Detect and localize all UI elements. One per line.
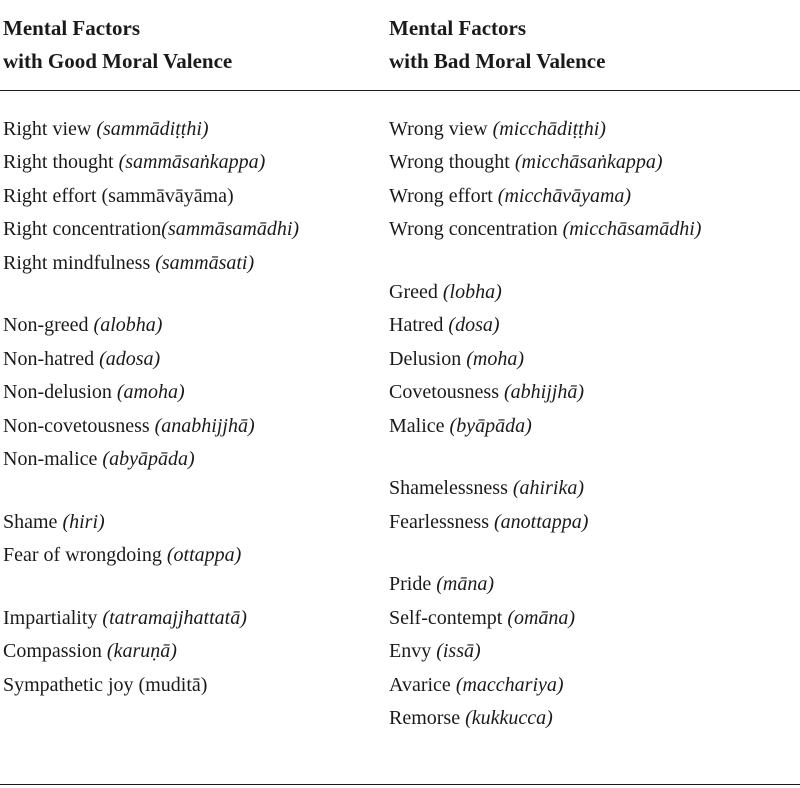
- factor-group: [3, 506, 299, 573]
- pali-term: (micchāvāyama): [497, 184, 632, 207]
- factor-term: Right thought: [3, 151, 119, 174]
- factor-term: Envy: [389, 640, 437, 663]
- factor-group: [389, 472, 701, 539]
- bad-factors-column: [389, 113, 701, 735]
- pali-term: (karuṇā): [106, 640, 177, 663]
- factor-entry: [389, 276, 701, 309]
- factor-entry: [3, 343, 299, 376]
- factor-entry: [3, 506, 299, 539]
- factor-entry: [3, 635, 299, 668]
- factor-entry: [3, 410, 299, 443]
- header-bad-moral-valence: [389, 12, 605, 78]
- factor-term: Covetousness: [389, 381, 504, 404]
- factor-term: Fearlessness: [389, 510, 494, 533]
- header-good-moral-valence: [3, 12, 232, 78]
- factor-entry: [389, 602, 701, 635]
- factor-group: [3, 309, 299, 476]
- pali-term: (sammādiṭṭhi): [96, 118, 209, 140]
- header-line: Mental Factors: [389, 16, 527, 40]
- header-line: with Good Moral Valence: [3, 49, 233, 73]
- factor-term: Self-contempt: [389, 606, 508, 629]
- pali-term: (macchariya): [455, 673, 564, 696]
- factor-entry: [389, 113, 701, 146]
- factor-term: Hatred: [389, 314, 449, 337]
- factor-entry: [389, 635, 701, 668]
- factor-entry: [3, 602, 299, 635]
- pali-term: (muditā): [138, 673, 208, 696]
- factor-term: Avarice: [389, 673, 456, 696]
- factor-entry: [3, 146, 299, 179]
- pali-term: (micchāsamādhi): [562, 218, 702, 241]
- factor-term: Non-greed: [3, 314, 94, 337]
- factor-entry: [3, 309, 299, 342]
- pali-term: (hiri): [62, 510, 105, 533]
- pali-term: (tatramajjhattatā): [102, 606, 247, 629]
- factor-entry: [3, 113, 299, 146]
- pali-term: (sammāsaṅkappa): [118, 151, 266, 174]
- factor-term: Non-malice: [3, 447, 103, 470]
- factor-entry: [3, 180, 299, 213]
- factor-term: Wrong thought: [389, 151, 515, 174]
- factor-entry: [389, 506, 701, 539]
- pali-term: (anabhijjhā): [154, 414, 255, 437]
- pali-term: (sammāsamādhi): [161, 218, 300, 241]
- factor-entry: [389, 669, 701, 702]
- factor-term: Shame: [3, 510, 63, 533]
- factor-entry: [3, 247, 299, 280]
- pali-term: (anottappa): [493, 510, 589, 533]
- factor-term: Compassion: [3, 640, 107, 663]
- pali-term: (ahirika): [512, 477, 584, 500]
- factor-group: [389, 568, 701, 735]
- factor-term: Malice: [389, 414, 450, 437]
- pali-term: (omāna): [507, 606, 576, 629]
- factor-entry: [389, 180, 701, 213]
- pali-term: (adosa): [99, 347, 161, 370]
- factor-entry: [3, 539, 299, 572]
- factor-term: Pride: [389, 573, 437, 596]
- pali-term: (issā): [436, 640, 481, 663]
- factor-term: Right effort: [3, 184, 102, 207]
- factor-term: Wrong concentration: [389, 218, 563, 241]
- factor-term: Non-covetousness: [3, 414, 155, 437]
- header-line: Mental Factors: [3, 16, 141, 40]
- good-factors-column: [3, 113, 299, 702]
- factor-term: Delusion: [389, 347, 467, 370]
- factor-term: Impartiality: [3, 606, 103, 629]
- factor-term: Right view: [3, 118, 97, 140]
- factor-entry: [389, 410, 701, 443]
- pali-term: (sammāsati): [155, 251, 255, 274]
- pali-term: (ottappa): [166, 544, 242, 567]
- factor-term: Right concentration: [3, 218, 162, 241]
- factor-term: Wrong view: [389, 118, 493, 140]
- pali-term: (moha): [466, 347, 524, 370]
- factor-group: [3, 602, 299, 702]
- factor-entry: [389, 146, 701, 179]
- factor-entry: [3, 213, 299, 246]
- factor-entry: [3, 376, 299, 409]
- factor-entry: [389, 568, 701, 601]
- factor-term: Fear of wrongdoing: [3, 544, 167, 567]
- factor-term: Non-hatred: [3, 347, 100, 370]
- pali-term: (lobha): [442, 280, 502, 303]
- pali-term: (sammāvāyāma): [101, 184, 234, 207]
- factor-entry: [389, 376, 701, 409]
- pali-term: (abyāpāda): [102, 447, 195, 470]
- factor-term: Sympathetic joy: [3, 673, 139, 696]
- pali-term: (abhijjhā): [504, 381, 584, 404]
- pali-term: (kukkucca): [465, 707, 553, 730]
- factor-term: Greed: [389, 280, 443, 303]
- factor-term: Remorse: [389, 707, 466, 730]
- factor-term: Non-delusion: [3, 381, 117, 404]
- pali-term: (dosa): [448, 314, 500, 337]
- factor-group: [389, 113, 701, 247]
- factor-term: Shamelessness: [389, 477, 513, 500]
- header-rule: [0, 90, 800, 91]
- factor-entry: [389, 343, 701, 376]
- factor-entry: [389, 472, 701, 505]
- pali-term: (micchādiṭṭhi): [492, 118, 606, 140]
- factor-entry: [3, 443, 299, 476]
- factor-entry: [3, 669, 299, 702]
- pali-term: (byāpāda): [449, 414, 532, 437]
- factor-entry: [389, 702, 701, 735]
- pali-term: (amoha): [116, 381, 185, 404]
- factor-entry: [389, 213, 701, 246]
- header-line: with Bad Moral Valence: [389, 49, 606, 73]
- footer-rule: [0, 784, 800, 785]
- pali-term: (alobha): [93, 314, 163, 337]
- factor-group: [3, 113, 299, 280]
- pali-term: (māna): [436, 573, 494, 596]
- factor-term: Wrong effort: [389, 184, 498, 207]
- factor-entry: [389, 309, 701, 342]
- pali-term: (micchāsaṅkappa): [514, 151, 663, 174]
- factor-term: Right mindfulness: [3, 251, 156, 274]
- factor-group: [389, 276, 701, 443]
